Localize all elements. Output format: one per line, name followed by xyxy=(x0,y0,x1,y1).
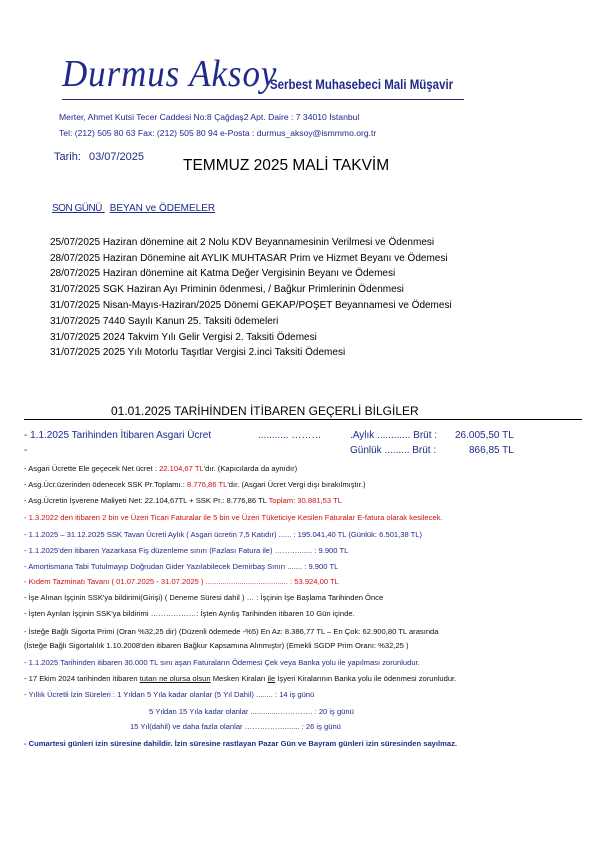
calendar-item: 25/07/2025 Haziran dönemine ait 2 Nolu KDV Beyannamesinin Verilmesi ve Ödenmesi xyxy=(50,237,435,248)
annual-leave-line-2: 5 Yıldan 15 Yıla kadar olanlar ..............…………. : 20 iş günü xyxy=(149,707,354,716)
min-wage-monthly-amount: 26.005,50 TL xyxy=(455,430,514,441)
ssk-total-note: 'dır. (Asgari Ücret Vergi dışı bırakılmıştır.) xyxy=(227,480,366,489)
employer-cost-total: Toplam: 30.881,53 TL xyxy=(268,496,342,505)
calendar-item: 28/07/2025 Haziran dönemine ait Katma Değer Vergisinin Beyanı ve Ödemesi xyxy=(50,268,396,279)
saturday-rule-line: - Cumartesi günleri izin süresine dahildir. İzin süresine rastlayan Pazar Gün ve Bayram günleri izin süresinden sayılmaz. xyxy=(24,739,457,748)
ssk-total-amount: 8.776,86 TL xyxy=(186,480,228,489)
rent-rule-part6: Banka yolu ile ödenmesi zorunludur. xyxy=(332,674,457,683)
receipt-limit-line: - 1.1.2025'den itibaren Yazarkasa Fiş düzenleme sınırı (Fazlası Fatura ile) ………....... : 9.900 TL xyxy=(24,546,349,555)
voluntary-insurance-line: - İsteğe Bağlı Sigorta Primi (Oran %32,25 dir) (Düzenli ödemede -%5) En Az: 8.386,77 TL – En Çok: 62.900,80 TL arasında xyxy=(24,627,439,636)
calendar-item: 31/07/2025 Nisan-Mayıs-Haziran/2025 Dönemi GEKAP/POŞET Beyannamesi ve Ödemesi xyxy=(50,300,452,311)
contact-line: Tel: (212) 505 80 63 Fax: (212) 505 80 94 e-Posta : durmus_aksoy@ismmmo.org.tr xyxy=(59,128,377,138)
employer-cost-label: - Asg.Ücretin İşverene Maliyeti Net: 22.104,67TL + SSK Pr.: 8.776,86 TL xyxy=(24,496,269,505)
info-title: 01.01.2025 TARİHİNDEN İTİBAREN GEÇERLİ BİLGİLER xyxy=(111,404,419,418)
calendar-item: 31/07/2025 SGK Haziran Ayı Priminin ödenmesi, / Bağkur Primlerinin Ödenmesi xyxy=(50,284,404,295)
severance-cap-label: - Kıdem Tazminatı Tavanı ( 01.07.2025 - 31.07.2025 ) ....................................... : xyxy=(24,577,295,586)
date-line xyxy=(54,151,144,163)
severance-cap-line xyxy=(24,577,339,586)
leave-notice-line: - İşten Ayrılan İşçinin SSK'ya bildirimi ………………: İşten Ayrılış Tarihinden itibaren 10 Gün içinde. xyxy=(24,609,355,618)
page-title: TEMMUZ 2025 MALİ TAKVİM xyxy=(183,157,390,174)
min-wage-daily-amount: 866,85 TL xyxy=(469,445,514,456)
calendar-item: 31/07/2025 2024 Takvim Yılı Gelir Vergisi 2. Taksiti Ödemesi xyxy=(50,332,317,343)
efatura-line: - 1.3.2022 den itibaren 2 bin ve Üzeri Ticari Faturalar ile 5 bin ve Üzeri Tüketiciye Kesilen Faturalar E-fatura olarak kesilecek. xyxy=(24,513,443,522)
calendar-item: 31/07/2025 2025 Yılı Motorlu Taşıtlar Vergisi 2.inci Taksiti Ödemesi xyxy=(50,347,346,358)
hire-notice-line: - İşe Alınan İşçinin SSK'ya bildirimi(Girişi) ( Deneme Süresi dahil ) … : İşçinin İşe Başlama Tarihinden Önce xyxy=(24,593,384,602)
logo-subtitle: Serbest Muhasebeci Mali Müşavir xyxy=(270,76,454,92)
net-wage-label: - Asgari Ücrette Ele geçecek Net ücret : xyxy=(24,464,160,473)
fixture-limit-line: - Amortismana Tabi Tutulmayıp Doğrudan Gider Yazılabilecek Demirbaş Sınırı ....... : 9.900 TL xyxy=(24,562,339,571)
min-wage-dash: - xyxy=(24,445,28,456)
logo-name: Durmus Aksoy xyxy=(62,53,278,95)
info-rule xyxy=(24,419,582,420)
rent-rule-part2: tutarı ne olursa olsun xyxy=(139,674,211,683)
min-wage-period-monthly: .Aylık ............ Brüt : xyxy=(350,430,438,441)
logo-rule xyxy=(62,99,464,100)
min-wage-period-daily: Günlük ......... Brüt : xyxy=(350,445,437,456)
calendar-item: 28/07/2025 Haziran Dönemine ait AYLIK MUHTASAR Prim ve Hizmet Beyanı ve Ödemesi xyxy=(50,253,448,264)
net-wage-amount: 22.104,67 TL xyxy=(159,464,204,473)
min-wage-dots: ........... ……… xyxy=(258,430,322,441)
ssk-total-line xyxy=(24,480,366,489)
rent-rule-part1: - 17 Ekim 2024 tarihinden itibaren xyxy=(24,674,140,683)
annual-leave-line-3: 15 Yıl(dahil) ve daha fazla olanlar ……………........ : 26 iş günü xyxy=(130,722,341,731)
section-head-col2: BEYAN ve ÖDEMELER xyxy=(109,203,216,214)
rent-rule-part5: İşyeri Kiralarının xyxy=(275,674,333,683)
min-wage-label: - 1.1.2025 Tarihinden İtibaren Asgari Ücret xyxy=(24,430,212,441)
date-label: Tarih: xyxy=(54,151,81,163)
net-wage-note: 'dır. (Kapıcılarda da aynıdır) xyxy=(203,464,298,473)
employer-cost-line xyxy=(24,496,342,505)
rent-rule-line xyxy=(24,674,456,683)
rent-rule-part3: Mesken Kiraları xyxy=(210,674,268,683)
severance-cap-amount: 53.924,00 TL xyxy=(294,577,339,586)
address: Merter, Ahmet Kutsi Tecer Caddesi No:8 Çağdaş2 Apt. Daire : 7 34010 İstanbul xyxy=(59,112,360,122)
section-head xyxy=(52,203,215,214)
calendar-item: 31/07/2025 7440 Sayılı Kanun 25. Taksiti ödemeleri xyxy=(50,316,279,327)
section-head-col1: SON GÜNÜ xyxy=(52,203,102,214)
ssk-total-label: - Asg.Ücr.üzerinden ödenecek SSK Pr.Toplamı.: xyxy=(24,480,187,489)
voluntary-insurance-note: (İsteğe Bağlı Sigortalılık 1.10.2008'den itibaren Bağkur Kapsamına Alınmıştır) (Emekli SGDP Prim Oranı: %32,25 ) xyxy=(24,641,409,650)
cheque-rule-line: - 1.1.2025 Tarihinden itibaren 30.000 TL sını aşan Faturaların Ödemesi Çek veya Banka yolu ile yapılması zorunludur. xyxy=(24,658,420,667)
annual-leave-line-1: - Yıllık Ücretli İzin Süreleri : 1 Yıldan 5 Yıla kadar olanlar (5 Yıl Dahil) ........ : 14 iş günü xyxy=(24,690,315,699)
rent-rule-part4: ile xyxy=(267,674,276,683)
net-wage-line xyxy=(24,464,297,473)
ssk-cap-line: - 1.1.2025 – 31.12.2025 SSK Tavan Ücreti Aylık ( Asgari ücretin 7,5 Katıdır) ...... : 195.041,40 TL (Günlük: 6.501,38 TL) xyxy=(24,530,423,539)
date-value: 03/07/2025 xyxy=(88,151,145,163)
